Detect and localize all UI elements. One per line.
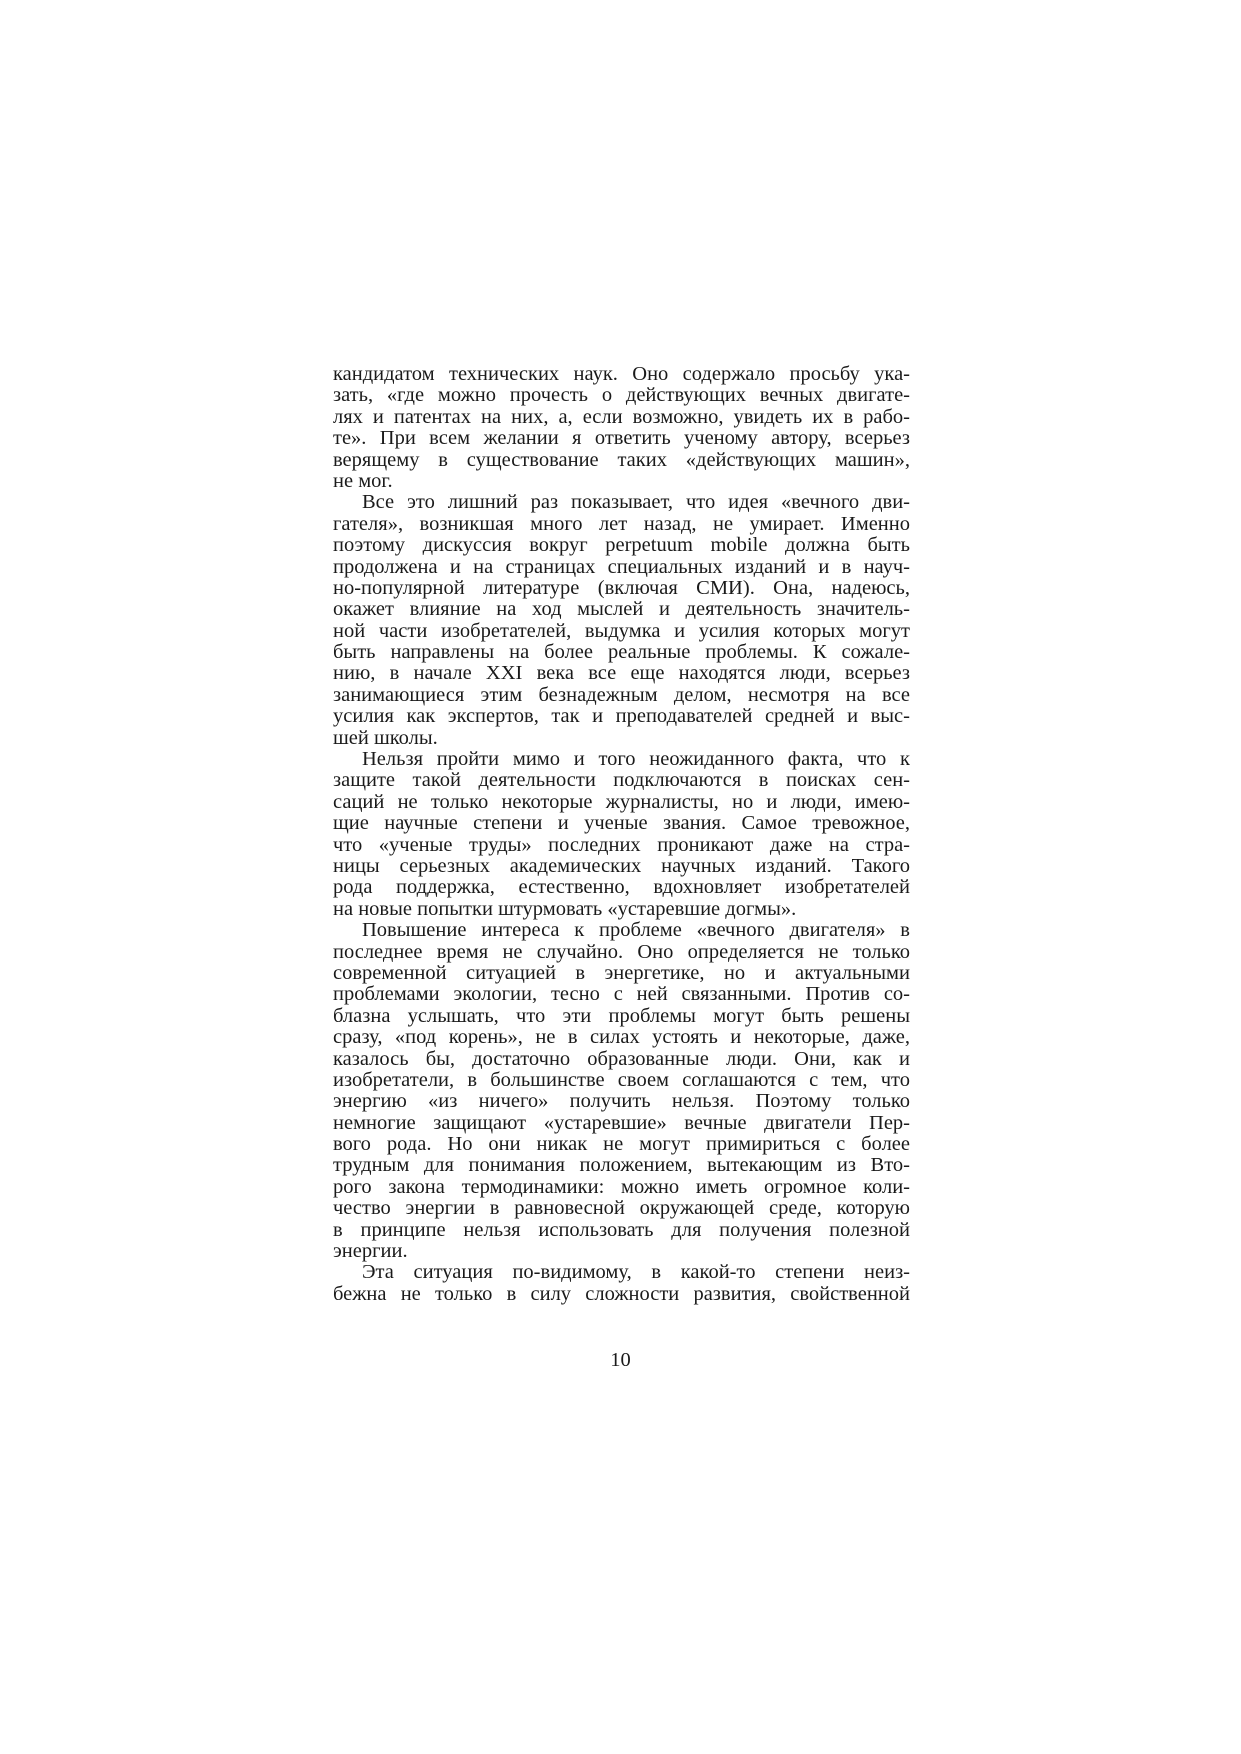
text-line: рода поддержка, естественно, вдохновляет изобретателей [333, 876, 910, 899]
text-line: шей школы. [333, 726, 438, 749]
paragraph [333, 920, 910, 1262]
text-line: те». При всем желании я ответить ученому автору, всерьез [333, 427, 910, 450]
text-line: окажет влияние на ход мыслей и деятельность значитель- [333, 598, 910, 621]
text-line: рого закона термодинамики: можно иметь огромное коли- [333, 1175, 910, 1198]
text-line: чество энергии в равновесной окружающей среде, которую [333, 1197, 910, 1220]
text-line: энергию «из ничего» получить нельзя. Поэтому только [333, 1090, 910, 1113]
text-line: Эта ситуация по-видимому, в какой-то степени неиз- [362, 1261, 910, 1284]
text-line: Нельзя пройти мимо и того неожиданного факта, что к [362, 748, 910, 771]
text-line: энергии. [333, 1240, 408, 1263]
text-line: но-популярной литературе (включая СМИ). Она, надеюсь, [333, 576, 910, 599]
text-line: казалось бы, достаточно образованные люди. Они, как и [333, 1047, 910, 1070]
text-line: гателя», возникшая много лет назад, не умирает. Именно [333, 512, 910, 535]
paragraph [333, 364, 910, 492]
text-line: проблемами экологии, тесно с ней связанными. Против со- [333, 983, 910, 1006]
page-number: 10 [610, 1349, 631, 1371]
text-line: блазна услышать, что эти проблемы могут быть решены [333, 1004, 910, 1027]
text-line: вого рода. Но они никак не могут примириться с более [333, 1133, 910, 1156]
text-line: продолжена и на страницах специальных изданий и в науч- [333, 555, 910, 578]
text-line: не мог. [333, 469, 393, 492]
text-line: немногие защищают «устаревшие» вечные двигатели Пер- [333, 1111, 910, 1134]
text-line: лях и патентах на них, а, если возможно, увидеть их в рабо- [333, 405, 910, 428]
text-line: нию, в начале XXI века все еще находятся люди, всерьез [333, 662, 910, 685]
text-line: что «ученые труды» последних проникают даже на стра- [333, 833, 910, 856]
text-line: зать, «где можно прочесть о действующих вечных двигате- [333, 384, 910, 407]
text-line: современной ситуацией в энергетике, но и актуальными [333, 961, 910, 984]
text-line: бежна не только в силу сложности развития, свойственной [333, 1282, 910, 1305]
text-line: на новые попытки штурмовать «устаревшие догмы». [333, 897, 797, 920]
text-line: ницы серьезных академических научных изданий. Такого [333, 854, 910, 877]
text-line: поэтому дискуссия вокруг perpetuum mobile должна быть [333, 534, 910, 557]
text-line: сразу, «под корень», не в силах устоять и некоторые, даже, [333, 1026, 910, 1049]
text-line: последнее время не случайно. Оно определяется не только [333, 940, 910, 963]
paragraph [333, 749, 910, 920]
text-line: трудным для понимания положением, вытекающим из Вто- [333, 1154, 910, 1177]
text-line: защите такой деятельности подключаются в поисках сен- [333, 769, 910, 792]
text-line: усилия как экспертов, так и преподавателей средней и выс- [333, 705, 910, 728]
paragraph [333, 492, 910, 749]
text-line: в принципе нельзя использовать для получения полезной [333, 1218, 910, 1241]
text-line: саций не только некоторые журналисты, но и люди, имею- [333, 790, 910, 813]
text-line: Повышение интереса к проблеме «вечного двигателя» в [362, 919, 910, 942]
text-line: верящему в существование таких «действующих машин», [333, 448, 910, 471]
text-line: ной части изобретателей, выдумка и усилия которых могут [333, 619, 910, 642]
text-line: быть направлены на более реальные проблемы. К сожале- [333, 641, 910, 664]
text-line: кандидатом технических наук. Оно содержало просьбу ука- [333, 363, 910, 385]
text-line: Все это лишний раз показывает, что идея «вечного дви- [362, 491, 910, 514]
paragraph [333, 1262, 910, 1305]
text-line: щие научные степени и ученые звания. Самое тревожное, [333, 812, 910, 835]
body-text [333, 364, 910, 1305]
text-line: занимающиеся этим безнадежным делом, несмотря на все [333, 683, 910, 706]
text-line: изобретатели, в большинстве своем соглашаются с тем, что [333, 1068, 910, 1091]
